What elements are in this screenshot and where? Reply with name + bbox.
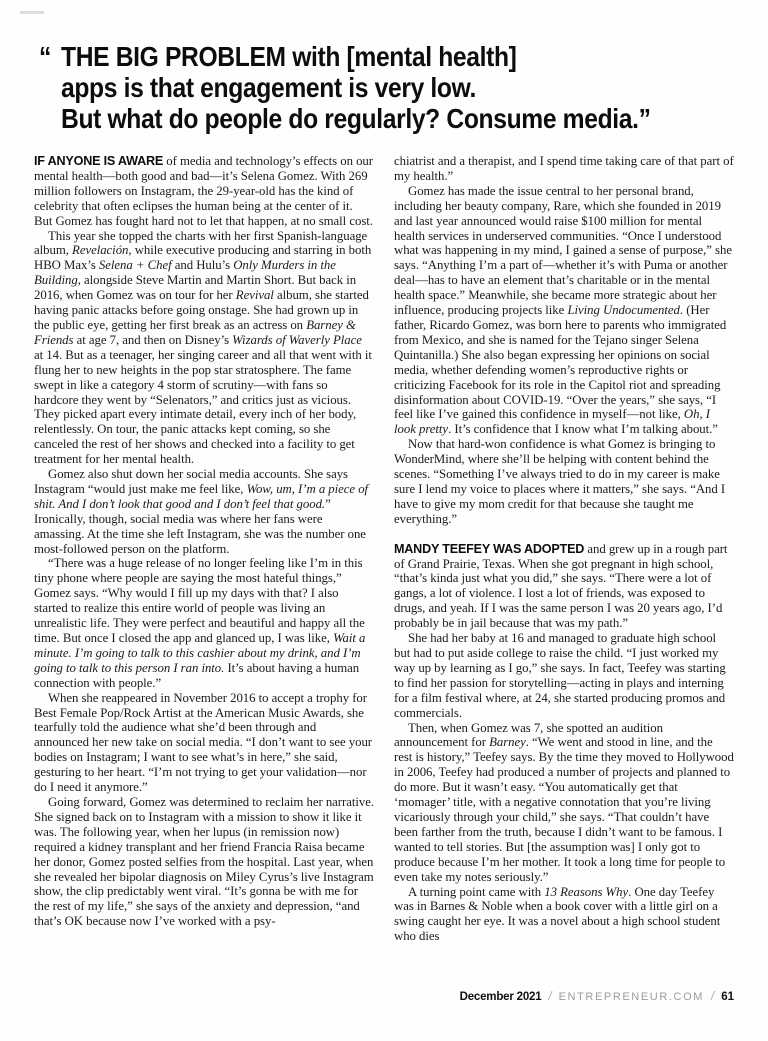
text-run: “There was a huge release of no longer feeling like I’m in this tiny phone where people are saying the most hateful things,” Gomez says. “Why would I fill up my days with that? I also started to realize this entire world of people was living an unrealistic life. They were perfect and beautiful and happy all the time. But once I closed the app and glanced up, I was like, xyxy=(34,556,365,645)
italic-text-run: Barney xyxy=(489,735,526,750)
text-run: When she reappeared in November 2016 to accept a trophy for Best Female Pop/Rock Artist at the American Music Awards, she tearfully told the audience what she’d been through and announced her new take on social media. “I don’t want to see your bodies on Instagram; I want to see what’s in here,” she said, gesturing to her heart. “I’m not trying to get your validation—nor do I need it anymore.” xyxy=(34,690,373,795)
print-artifact-mark xyxy=(20,11,44,14)
pull-quote-strong: THE BIG PROBLEM xyxy=(61,41,286,72)
paragraph xyxy=(34,691,374,795)
footer-page-number: 61 xyxy=(721,991,734,1003)
italic-text-run: Oh, I look pretty xyxy=(394,407,710,437)
pull-quote-line-1 xyxy=(39,41,651,72)
text-run: Gomez has made the issue central to her personal brand, including her beauty company, Rare, which she founded in 2019 and last year announced would raise $100 million for mental health services in underserved communities. “Once I understood what was happening in my mind, I gained a sense of purpose,” she says. “Anything I’m a part of—whether it’s with Puma or another deal—has to have an element that’s charitable or in the mental health space.” Meanwhile, she became more strategic about her influence, producing projects like xyxy=(394,183,732,318)
article-column-left xyxy=(34,154,374,984)
article-body xyxy=(34,154,735,984)
pull-quote-line-1-rest: with [mental health] xyxy=(285,41,517,72)
paragraph xyxy=(394,631,734,720)
italic-text-run: Only Murders in the Building xyxy=(34,258,336,288)
text-run: A turning point came with xyxy=(408,884,545,899)
paragraph xyxy=(394,885,734,945)
paragraph xyxy=(34,467,374,556)
italic-text-run: Revelación xyxy=(72,243,129,258)
text-run: of media and technology’s effects on our mental health—both good and bad—it’s Selena Gomez. With 269 million followers on Instagram, the 29-year-old has the kind of celebrity that often eclipses the human being at the center of it. But Gomez has fought hard not to let that happen, at no small cost. xyxy=(34,154,373,228)
text-run: , while executive producing and starring in both HBO Max’s xyxy=(34,243,372,273)
footer-separator: / xyxy=(548,991,552,1003)
text-run: Then, when Gomez was 7, she spotted an audition announcement for xyxy=(394,720,663,750)
text-run: at 14. But as a teenager, her singing career and all that went with it flung her to new heights in the pop star stratosphere. The fame swept in like a category 4 storm of scrutiny—with fans so hardcore they went by “Selenators,” and critics just as vicious. They picked apart every intimate detail, every inch of her body, relentlessly. On tour, the panic attacks kept coming, so she canceled the rest of her shows and checked into a facility to get treatment for her mental health. xyxy=(34,347,372,467)
paragraph xyxy=(34,229,374,468)
italic-text-run: Wait a minute. I’m going to talk to this cashier about my drink, and I’m going to talk to this person I ran into. xyxy=(34,631,366,675)
text-run: chiatrist and a therapist, and I spend time taking care of that part of my health.” xyxy=(394,154,734,183)
text-run: and Hulu’s xyxy=(171,258,234,273)
paragraph-lead: IF ANYONE IS AWARE xyxy=(34,154,164,168)
text-run: . One day Teefey was in Barnes & Noble when a book cover with a little girl on a swing caught her eye. It was a novel about a high school student who dies xyxy=(394,884,721,944)
text-run: This year she topped the charts with her first Spanish-language album, xyxy=(34,228,368,258)
text-run: , alongside Steve Martin and Martin Short. But back in 2016, when Gomez was on tour for her xyxy=(34,273,357,303)
italic-text-run: Revival xyxy=(235,288,274,303)
text-run: album, she started having panic attacks before going onstage. She had grown up in the public eye, getting her first break as an actress on xyxy=(34,288,369,332)
text-run: . It’s confidence that I know what I’m talking about.” xyxy=(448,422,718,437)
paragraph xyxy=(34,795,374,929)
paragraph xyxy=(394,437,734,526)
paragraph xyxy=(394,721,734,885)
footer-separator: / xyxy=(711,991,715,1003)
italic-text-run: Living Undocumented xyxy=(567,303,680,318)
italic-text-run: Selena + Chef xyxy=(98,258,172,273)
paragraph-lead: MANDY TEEFEY WAS ADOPTED xyxy=(394,541,585,556)
open-quote-mark: “ xyxy=(39,41,51,72)
pull-quote-line-3: But what do people do regularly? Consume media.” xyxy=(61,103,651,134)
paragraph xyxy=(394,184,734,437)
footer-site-url: ENTREPRENEUR.COM xyxy=(558,991,704,1003)
italic-text-run: 13 Reasons Why xyxy=(544,884,629,899)
italic-text-run: Wizards of Waverly Place xyxy=(232,332,362,347)
article-column-right xyxy=(394,154,734,984)
text-run: Now that hard-won confidence is what Gomez is bringing to WonderMind, where she’ll be helping with content behind the scenes. “Something I’ve always tried to do in my career is make sure I lend my voice to places where it matters,” she says. “And I have to give my mom credit for that because she taught me everything.” xyxy=(394,437,726,526)
text-run: She had her baby at 16 and managed to graduate high school but had to put aside college to raise the child. “I just worked my way up by learning as I go,” she says. In fact, Teefey was starting to find her passion for storytelling—acting in plays and interning for a film festival where, at 24, she started producing promos and commercials. xyxy=(394,631,726,720)
paragraph xyxy=(394,154,734,184)
italic-text-run: Wow, um, I’m a piece of shit. And I don’t look that good and I don’t feel that good. xyxy=(34,481,369,511)
text-run: Going forward, Gomez was determined to reclaim her narrative. She signed back on to Instagram with a mission to show it like it was. The following year, when her lupus (in remission now) required a kidney transplant and her friend Francia Raisa became her donor, Gomez posted selfies from the hospital. Last year, when she revealed her bipolar diagnosis on Miley Cyrus’s live Instagram show, the clip predictably went viral. “It’s gonna be with me for the rest of my life,” she says of the anxiety and depression, “and that’s OK because now I’ve worked with a psy- xyxy=(34,794,374,929)
italic-text-run: Barney & Friends xyxy=(34,317,356,347)
pull-quote-line-2: apps is that engagement is very low. xyxy=(61,72,477,103)
text-run: ” Ironically, though, social media was where her fans were amassing. At the time she left Instagram, she was the number one most-followed person on the platform. xyxy=(34,496,366,556)
footer-issue-date: December 2021 xyxy=(459,991,542,1003)
page-footer xyxy=(460,991,734,1003)
text-run: It’s about having a human connection with people.” xyxy=(34,660,360,690)
text-run: and grew up in a rough part of Grand Prairie, Texas. When she got pregnant in high school, “that’s kinda just what you did,” she says. “There were a lot of gangs, a lot of violence. I lost a lot of friends, was exposed to drugs, and yeah. If I was the same person I was 20 years ago, I’d probably be in jail because that was my path.” xyxy=(394,541,728,631)
text-run: . (Her father, Ricardo Gomez, was born here to parents who immigrated from Mexico, and she is named for the Tejano singer Selena Quintanilla.) She also began expressing her opinions on social media, whether defending women’s reproductive rights or criticizing Facebook for its role in the Capitol riot and spreading disinformation about COVID-19. “Over the years,” she says, “I feel like I’ve gained this confidence in myself—not like, xyxy=(394,303,727,422)
paragraph xyxy=(394,542,734,631)
paragraph xyxy=(34,154,374,229)
text-run: . “We went and stood in line, and the rest is history,” Teefey says. By the time they moved to Hollywood in 2006, Teefey had produced a number of projects and planned to do more. But it wasn’t easy. “You automatically get that ‘momager’ title, with a negative connotation that you’re living vicariously through your child,” she says. “That couldn’t have been farther from the truth, because I didn’t want to be famous. I wanted to tell stories. But [the assumption was] I only got to produce because I’m her mother. It took a long time for people to even take my notes seriously.” xyxy=(394,735,734,884)
text-run: Gomez also shut down her social media accounts. She says Instagram “would just make me feel like, xyxy=(34,467,348,496)
text-run: at age 7, and then on Disney’s xyxy=(73,332,233,347)
pull-quote xyxy=(36,41,731,134)
paragraph xyxy=(34,556,374,690)
